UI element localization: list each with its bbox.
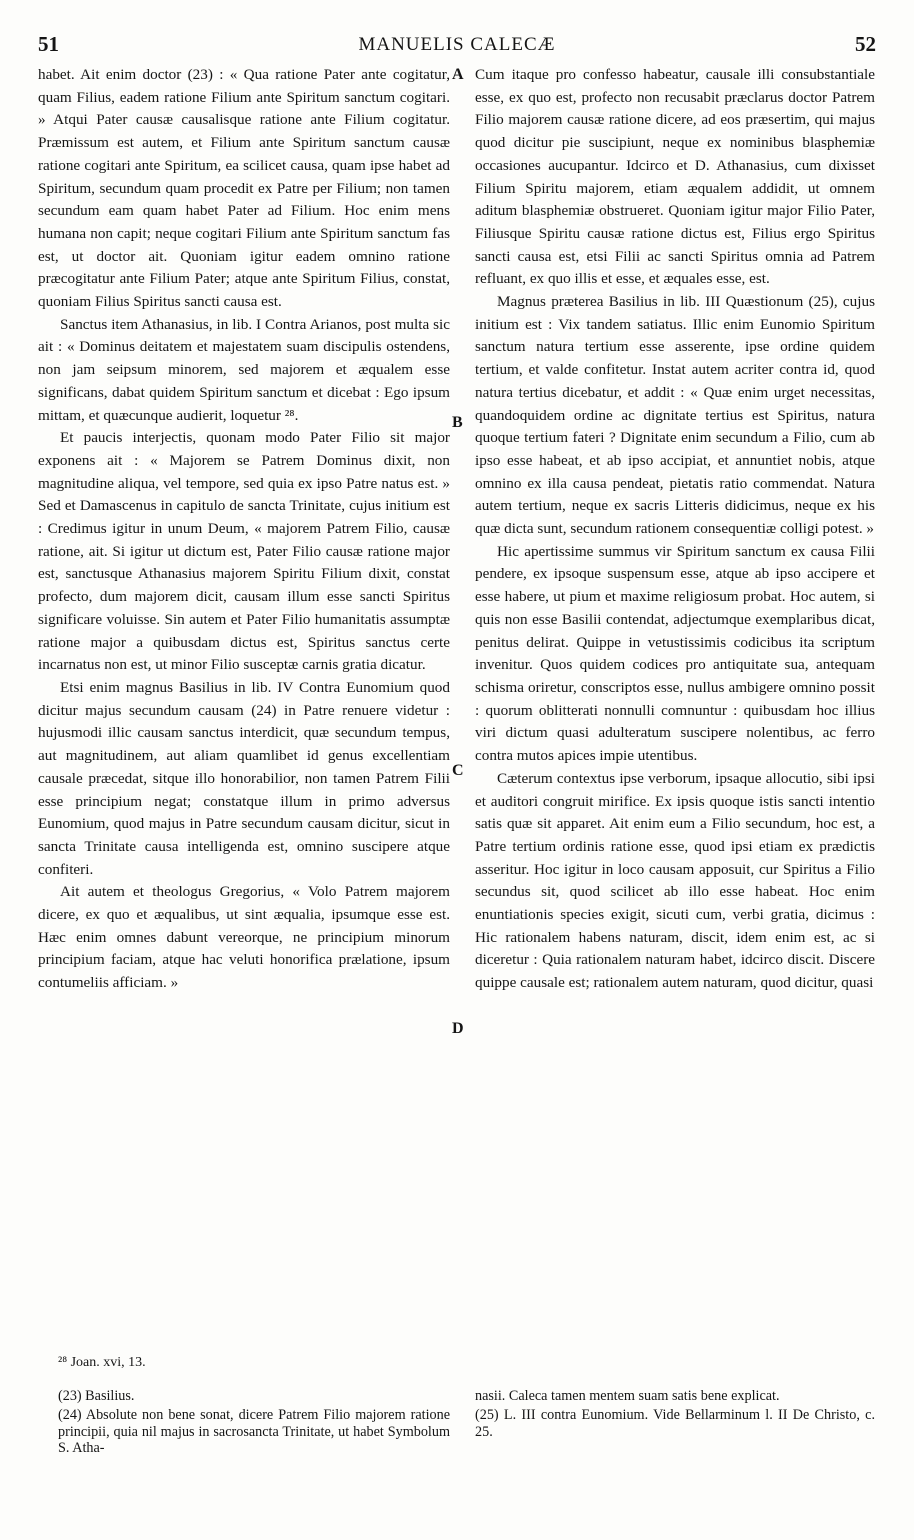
margin-letter-b: B [452, 414, 463, 431]
scripture-footnote: ²⁸ Joan. xvi, 13. [58, 1355, 146, 1370]
running-title: MANUELIS CALECÆ [358, 34, 556, 55]
paragraph: Cum itaque pro confesso habeatur, causale illi consubstantiale esse, ex quo est, profecto non recusabit præclarus doctor Patrem Filio majorem causæ ratione dicere, ad eos præsertim, qui majus quod dicitur pie suscipiunt, neque ex nominibus blasphemiæ occasiones aucupantur. Idcirco et D. Athanasius, cum dixisset Filium Spiritu majorem, etiam æqualem addidit, ut omnem aditum blasphemiæ obstrueret. Quoniam igitur major Filio Pater, Filiusque Spiritu causæ ratione dictus est, Filius ergo Spiritus sancti causa est, etsi Filii ac sancti Spiritus omnia ad Patrem refluant, ex quo illis et esse, et æquales esse, est. [475, 66, 875, 288]
paragraph: habet. Ait enim doctor (23) : « Qua ratione Pater ante cogitatur, quam Filius, eadem ratione Filium ante Spiritum sanctum cogitari. » Atqui Pater causæ causalisque ratione ante Filium cogitatur. Præmissum est autem, et Filium ante Spiritum sanctum causæ ratione cogitari ante Spiritum, ea scilicet causa, quam ipse habet ad Spiritum, secundum quam procedit ex Patre per Filium; non tamen secundum eam quam habet Pater ad Filium. Hoc enim mens humana non capit; neque cogitari Filium ante Spiritum sanctum fas est, ut doctor ait. Quoniam igitur eadem omnino ratione præcogitatur ante Filium Pater; atque ante Spiritum Filius, constat, quoniam Filius Spiritus sancti causa est. [38, 66, 450, 311]
page-header [38, 32, 876, 62]
paragraph: Ait autem et theologus Gregorius, « Volo Patrem majorem dicere, ex quo et æqualibus, ut sint æqualia, ipsumque esse est. Hæc enim omnes dabunt vereorque, ne principium minorum principium faciam, atque hac veluti honorifica prælatione, ipsum contumeliis afficiam. » [38, 883, 450, 992]
margin-letter-c: C [452, 762, 464, 779]
footnote: (23) Basilius. [58, 1388, 135, 1404]
paragraph: Etsi enim magnus Basilius in lib. IV Contra Eunomium quod dicitur majus secundum causam (24) in Patre renuere videtur : hujusmodi illic causam sanctus interdicit, quæ secundum tempus, aut magnitudinem, aut aliam quamlibet id genus excellentiam causale præcedat, sitque illo honorabilior, non tamen Patrem Filii esse principium negat; constatque illum in primo adversus Eunomium, quod majus in Patre secundum causam dicitur, sicut in sancta Trinitate causa intelligenda est, omnino suscipere atque confiteri. [38, 678, 450, 878]
margin-letter-a: A [452, 66, 464, 83]
page-number-right: 52 [855, 32, 876, 56]
footnote: (25) L. III contra Eunomium. Vide Bellarminum l. II De Christo, c. 25. [475, 1406, 875, 1440]
paragraph: Et paucis interjectis, quonam modo Pater Filio sit major exponens ait : « Majorem se Patrem Dominus dixit, non magnitudine aliqua, vel tempore, sed quia ex ipso Patre natus est. » Sed et Damascenus in capitulo de sancta Trinitate, cujus initium est : Credimus igitur in unum Deum, « majorem Patrem Filio, causæ ratione, ait. Si igitur ut dictum est, Pater Filio causæ ratione major est, sanctusque Athanasius majorem Spiritu Filium dixit, constat profecto, dum majorem dicit, causam illum esse sancti Spiritus significare voluisse. Sin autem et Pater Filio humanitatis assumptæ ratione major a quibusdam dictus est, Spiritus sanctus certe incarnatus non est, ut minor Filio susceptæ carnis gratia dicatur. [38, 429, 450, 674]
footnote: nasii. Caleca tamen mentem suam satis bene explicat. [475, 1388, 780, 1404]
right-column [475, 64, 875, 995]
paragraph: Hic apertissime summus vir Spiritum sanctum ex causa Filii pendere, ex ipsoque suspensum esse, atque ab ipso accipere et esse habere, ut pium et maxime religiosum probat. Hoc autem, si quis non esse Basilii contendat, adjectumque exemplaribus dicat, penitus delirat. Quippe in vetustissimis codicibus ita scriptum invenitur. Quos quidem codices pro antiquitate sua, antequam schisma oriretur, conscriptos esse, nullus ambigere omnino possit : quorum oblitterati nonnulli comnuntur : quibusdam hoc illius viri dictum quasi adulteratum suscipere nolentibus, ac ferro contra mutos apices impie utentibus. [475, 542, 875, 765]
paragraph: Sanctus item Athanasius, in lib. I Contra Arianos, post multa sic ait : « Dominus deitatem et majestatem suam discipulis ostendens, non jam seipsum minorem, sed majorem et æqualem esse significans, dabat quidem Spiritum sanctum et dicebat : Ego ipsum mittam, et quæcunque audierit, loquetur ²⁸. [38, 315, 450, 424]
footnotes-right [475, 1388, 875, 1442]
left-column [38, 64, 450, 995]
footnotes-left [58, 1388, 450, 1459]
paragraph: Cæterum contextus ipse verborum, ipsaque allocutio, sibi ipsi et auditori congruit mirifice. Ex ipsis quoque istis sancti intentio satis quæ sit apparet. Ait enim eum a Filio secundum, hoc est, a Patre tertium ordinis ratione esse, quod ipsi etiam ex prædictis asseritur. Hoc igitur in loco causam apposuit, cur Spiritus a Filio secundus sit, quod scilicet ab illo esse habeat. Hoc enim enuntiationis species exigit, sicuti cum, verbi gratia, dicimus : Hic rationalem habens naturam, discit, idem enim est, ac si diceretur : Quia rationalem naturam habet, idcirco discit. Discere quippe causale est; rationalem autem naturam, quod dicitur, quasi [475, 769, 875, 992]
margin-letter-d: D [452, 1020, 464, 1037]
page-number-left: 51 [38, 32, 59, 56]
footnote: (24) Absolute non bene sonat, dicere Patrem Filio majorem ratione principii, quia nil majus in sacrosancta Trinitate, ut habet Symbolum S. Atha- [58, 1406, 450, 1457]
paragraph: Magnus præterea Basilius in lib. III Quæstionum (25), cujus initium est : Vix tandem satiatus. Illic enim Eunomio Spiritum sanctum natura tertium esse asserente, ipse ordine quidem tertium, et valde confitetur. Instat autem acriter contra id, quod natura tertius dicebatur, et addit : « Quæ enim urget necessitas, quandoquidem ordine ac dignitate tertius est Spiritus, natura quoque tertium fateri ? Dignitate enim secundum a Filio, cum ab ipso esse habeat, et ab ipso accipiat, et annuntiet nobis, atque omnino ex illa causa pendeat, pietatis ratio commendat. Natura autem tertium, neque ex sacris Litteris didicimus, neque ex his quæ dicta sunt, secundum rationem consequentiæ colligi potest. » [475, 293, 875, 538]
